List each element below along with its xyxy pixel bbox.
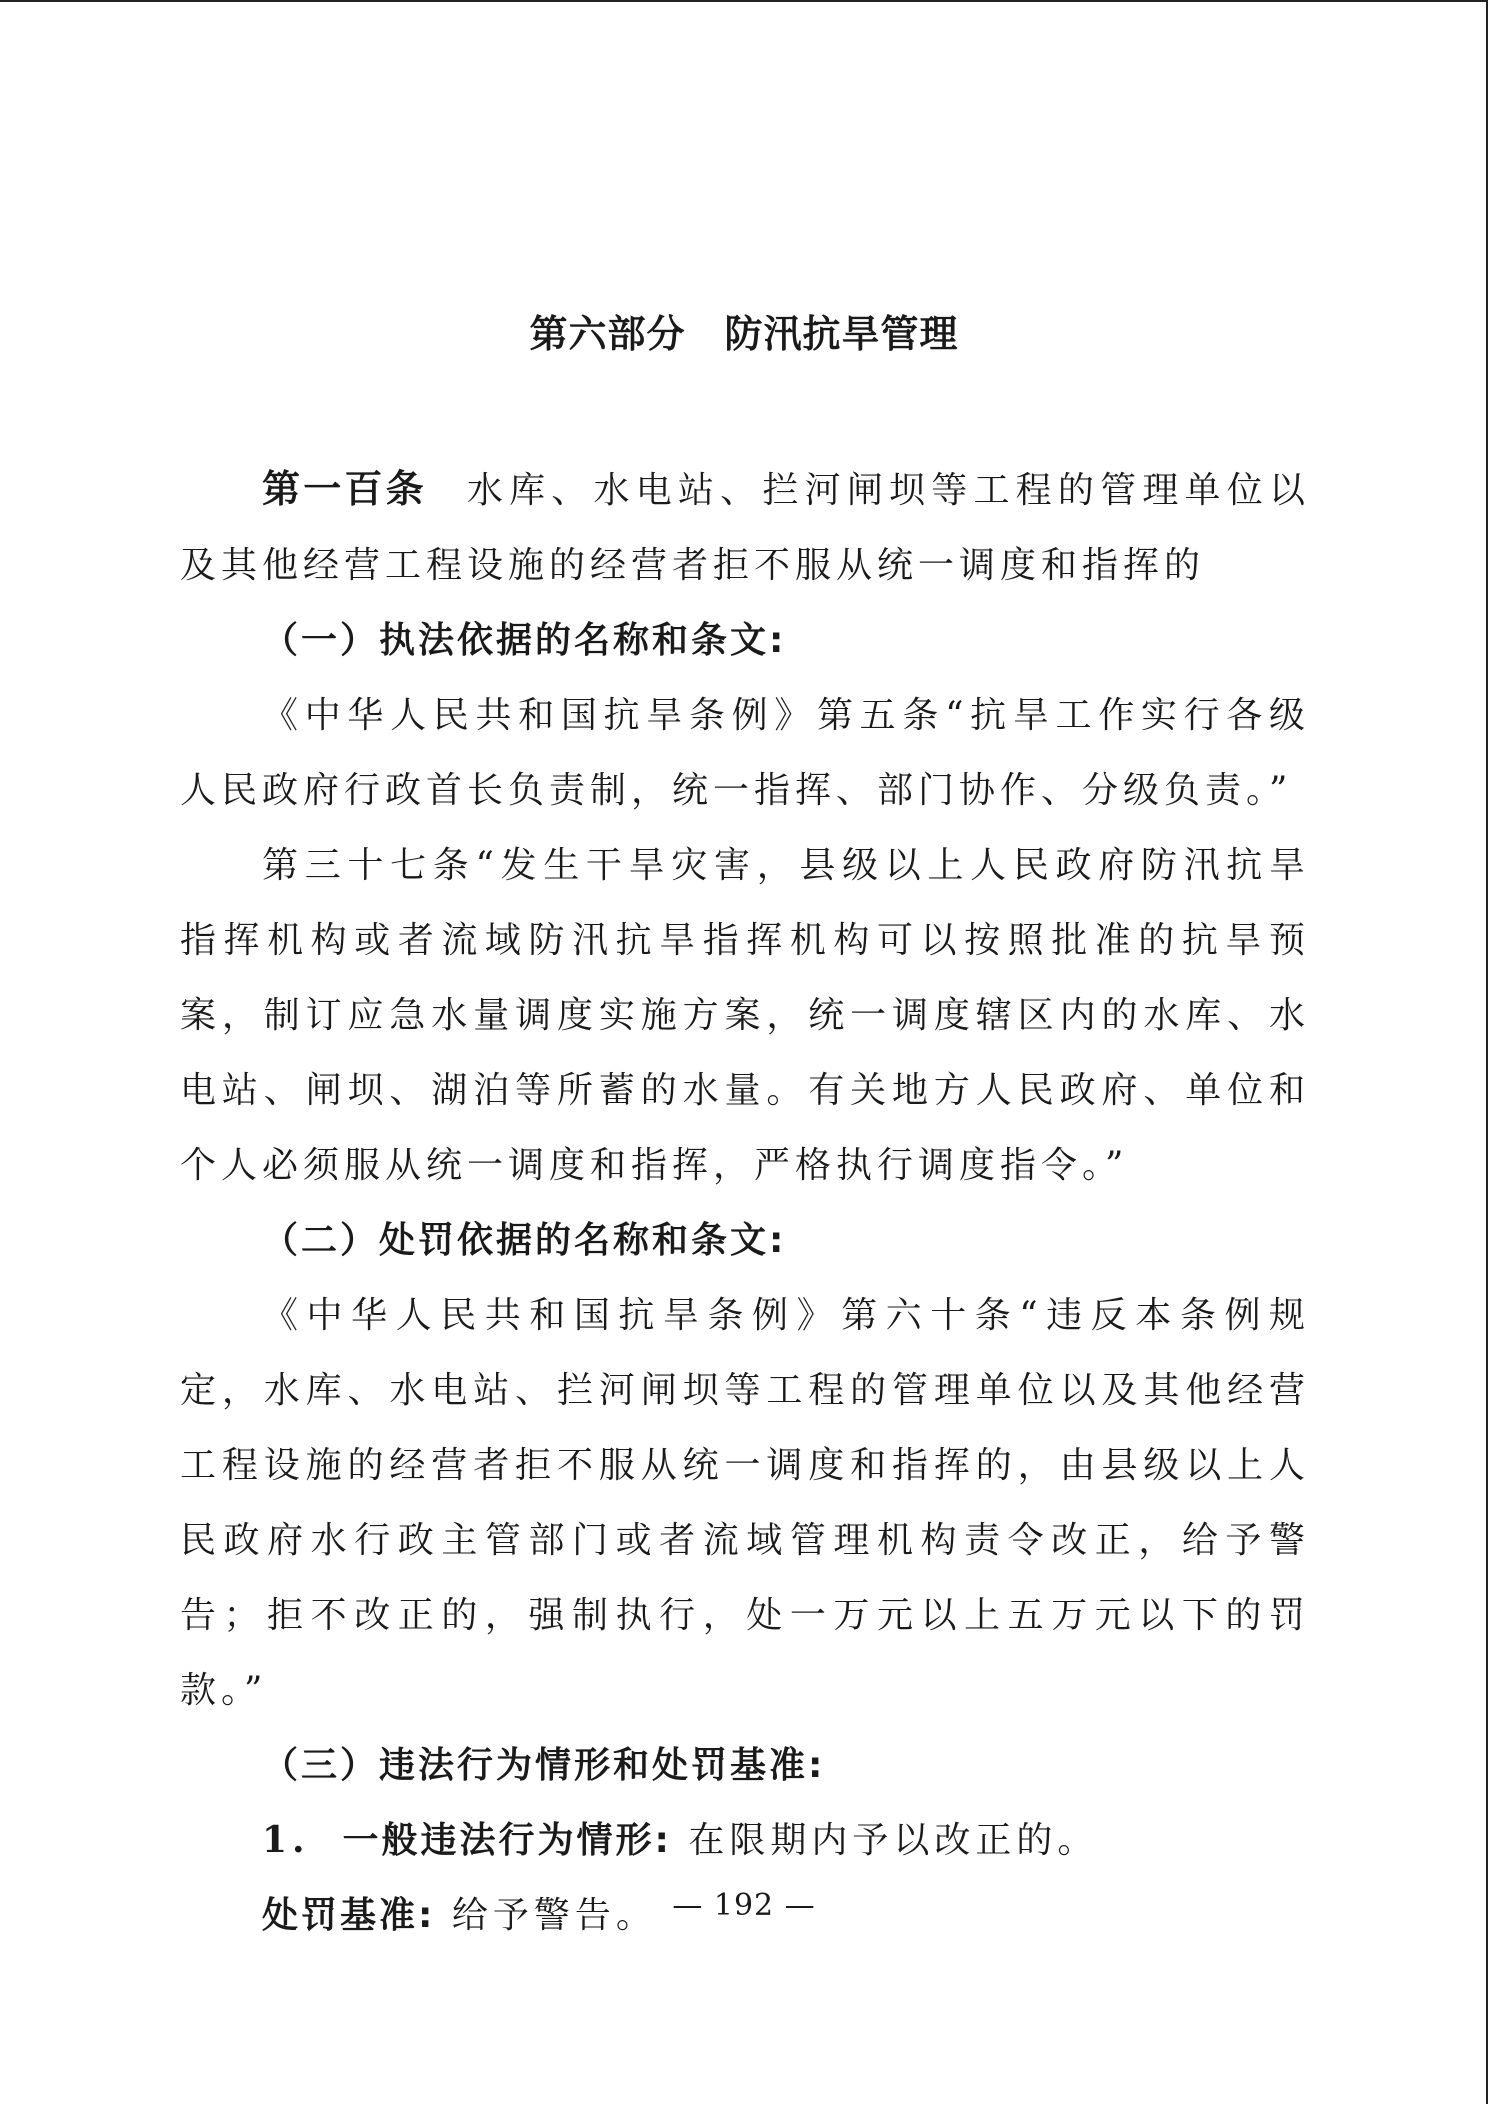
section-1-paragraph-2: 第三十七条“发生干旱灾害，县级以上人民政府防汛抗旱指挥机构或者流域防汛抗旱指挥机构可以按照批准的抗旱预案，制订应急水量调度实施方案，统一调度辖区内的水库、水电站、闸坝、湖泊等所蓄的水量。有关地方人民政府、单位和个人必须服从统一调度和指挥，严格执行调度指令。” bbox=[180, 845, 1310, 1186]
section-3-item-1 bbox=[180, 1803, 1310, 1878]
page-number: — 192 — bbox=[672, 1888, 816, 1923]
section-2-paragraph-1: 《中华人民共和国抗旱条例》第六十条“违反本条例规定，水库、水电站、拦河闸坝等工程的管理单位以及其他经营工程设施的经营者拒不服从统一调度和指挥的，由县级以上人民政府水行政主管部门或者流域管理机构责令改正，给予警告；拒不改正的，强制执行，处一万元以上五万元以下的罚款。” bbox=[180, 1295, 1310, 1711]
page-top-border bbox=[0, 0, 1488, 2]
section-3-heading: （三）违法行为情形和处罚基准: bbox=[262, 1745, 826, 1786]
section-1-paragraph-1: 《中华人民共和国抗旱条例》第五条“抗旱工作实行各级人民政府行政首长负责制，统一指挥、部门协作、分级负责。” bbox=[180, 695, 1310, 811]
article-number: 第一百条 bbox=[262, 467, 427, 511]
section-3-heading-line bbox=[180, 1728, 1310, 1803]
article-text: 水库、水电站、拦河闸坝等工程的管理单位以及其他经营工程设施的经营者拒不服从统一调度和指挥的 bbox=[180, 470, 1310, 586]
document-body bbox=[180, 452, 1310, 1953]
penalty-text: 给予警告。 bbox=[451, 1895, 657, 1936]
item-1-text: 在限期内予以改正的。 bbox=[688, 1820, 1099, 1861]
page-title: 第六部分 防汛抗旱管理 bbox=[529, 312, 959, 356]
section-1-heading-line bbox=[180, 603, 1310, 678]
section-2-heading: （二）处罚依据的名称和条文: bbox=[262, 1220, 787, 1261]
article-paragraph bbox=[180, 452, 1310, 603]
item-1-label: 一般违法行为情形: bbox=[342, 1820, 672, 1861]
item-1-number: 1. bbox=[262, 1819, 310, 1861]
section-1-heading: （一）执法依据的名称和条文: bbox=[262, 620, 787, 661]
penalty-label: 处罚基准: bbox=[262, 1895, 436, 1936]
section-2-heading-line bbox=[180, 1203, 1310, 1278]
